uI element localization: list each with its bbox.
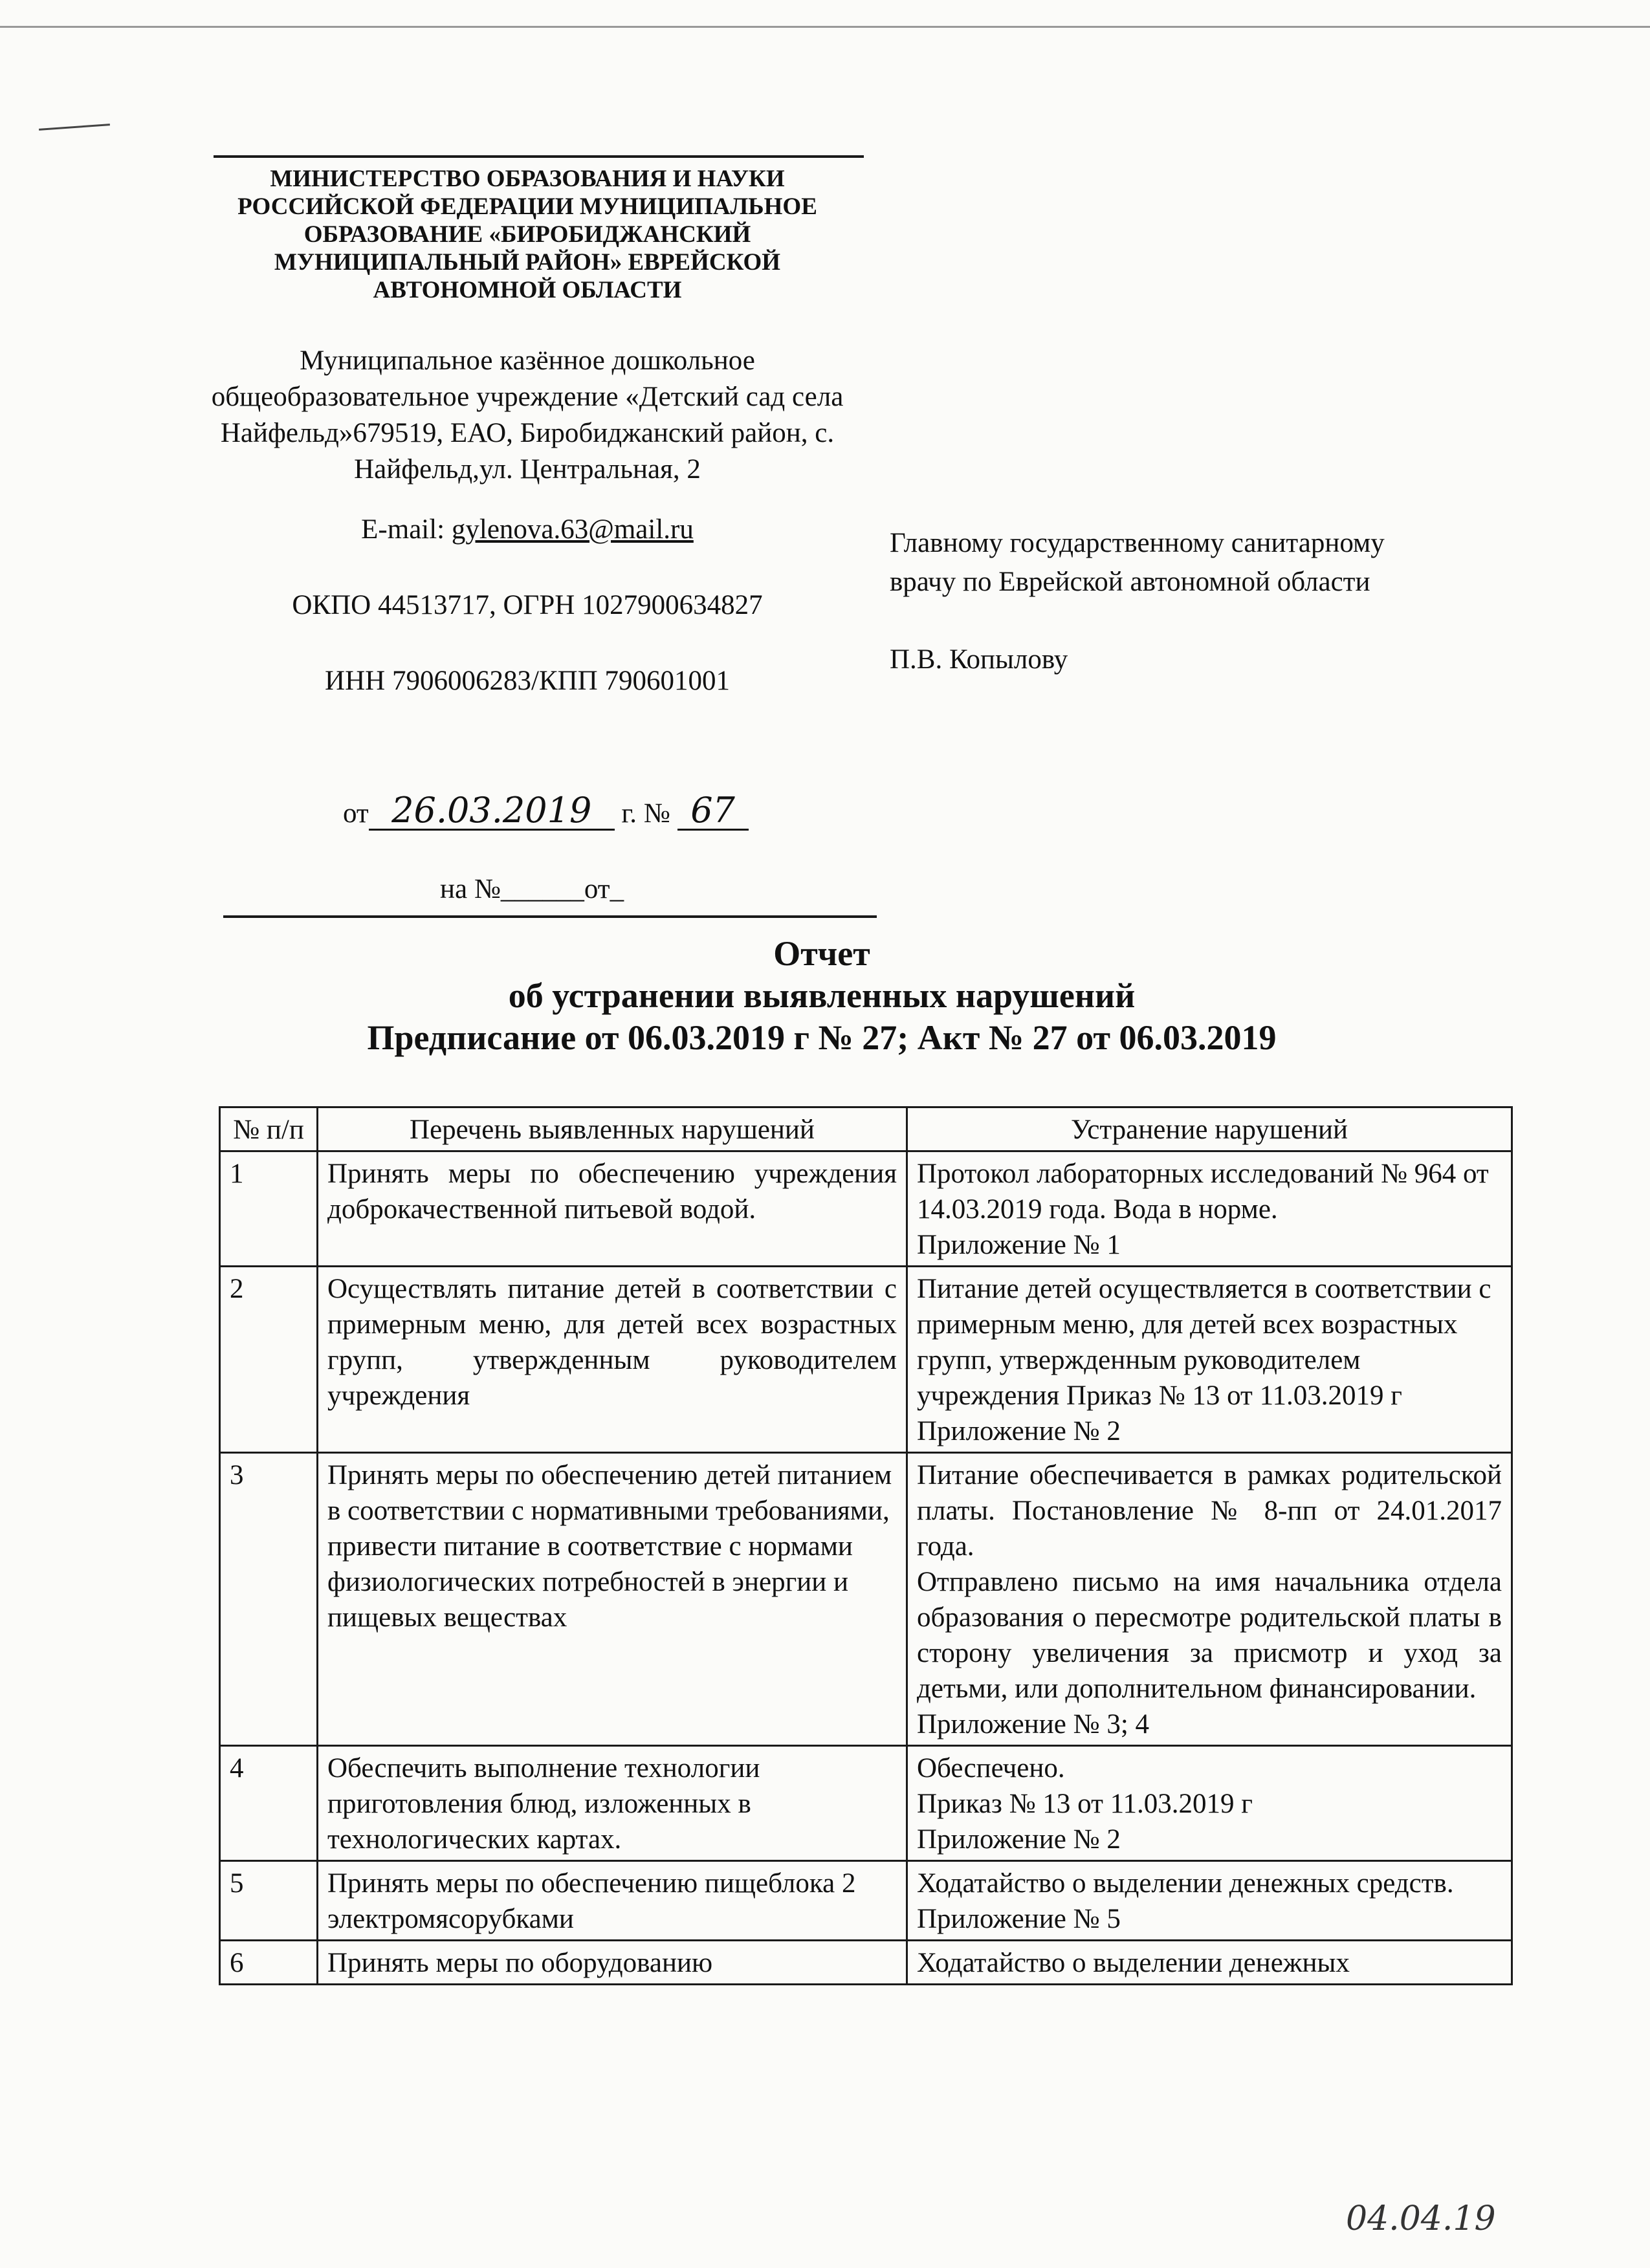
number-label: г. № <box>621 798 670 829</box>
scan-edge-line <box>0 26 1650 28</box>
row-number: 6 <box>220 1941 318 1985</box>
organization-name: Муниципальное казённое дошкольное общеобразовательное учреждение «Детский сад села Найфельд»679519, ЕАО, Биробиджанский район, с. Найфельд,ул. Центральная, 2 <box>211 345 844 485</box>
table-row <box>220 1151 1512 1267</box>
sender-block <box>194 165 861 697</box>
violations-table <box>219 1106 1513 1985</box>
table-row <box>220 1453 1512 1746</box>
header-remedies: Устранение нарушений <box>907 1107 1512 1151</box>
row-remedy: Питание детей осуществляется в соответствии с примерным меню, для детей всех возрастных групп, утвержденным руководителем учреждения Приказ № 13 от 11.03.2019 г Приложение № 2 <box>907 1267 1512 1453</box>
row-remedy: Питание обеспечивается в рамках родительской платы. Постановление № 8-пп от 24.01.2017 года. Отправлено письмо на имя начальника отдела образования о пересмотре родительской платы в сторону увеличения за присмотр и уход за детьми, или дополнительном финансировании. Приложение № 3; 4 <box>907 1453 1512 1746</box>
row-violation: Обеспечить выполнение технологии приготовления блюд, изложенных в технологических картах. <box>318 1746 907 1861</box>
title-line3: Предписание от 06.03.2019 г № 27; Акт № 27 от 06.03.2019 <box>367 1018 1277 1057</box>
date-prefix: от <box>343 798 369 829</box>
row-number: 2 <box>220 1267 318 1453</box>
row-number: 5 <box>220 1861 318 1941</box>
table-header-row <box>220 1107 1512 1151</box>
row-violation: Принять меры по обеспечению учреждения доброкачественной питьевой водой. <box>318 1151 907 1267</box>
outgoing-date-line <box>343 792 749 831</box>
addressee-name: П.В. Копылову <box>890 644 1068 675</box>
addressee-line1: Главному государственному санитарному <box>890 528 1385 558</box>
row-remedy: Ходатайство о выделении денежных <box>907 1941 1512 1985</box>
handwritten-date: 26.03.2019 <box>369 792 615 831</box>
title-line1: Отчет <box>773 934 870 973</box>
header-number: № п/п <box>220 1107 318 1151</box>
ministry-heading: МИНИСТЕРСТВО ОБРАЗОВАНИЯ И НАУКИ РОССИЙСКОЙ ФЕДЕРАЦИИ МУНИЦИПАЛЬНОЕ ОБРАЗОВАНИЕ «БИРОБИДЖАНСКИЙ МУНИЦИПАЛЬНЫЙ РАЙОН» ЕВРЕЙСКОЙ АВТОНОМНОЙ ОБЛАСТИ <box>237 166 817 303</box>
row-violation: Осуществлять питание детей в соответствии с примерным меню, для детей всех возрастных групп, утвержденным руководителем учреждения <box>318 1267 907 1453</box>
row-number: 4 <box>220 1746 318 1861</box>
handwritten-number: 67 <box>677 792 749 831</box>
header-violations: Перечень выявленных нарушений <box>318 1107 907 1151</box>
addressee-line2: врачу по Еврейской автономной области <box>890 567 1370 597</box>
footer-handwritten-mark: 04.04.19 <box>1346 2199 1496 2238</box>
table-row <box>220 1267 1512 1453</box>
header-top-rule <box>214 155 864 158</box>
row-remedy: Протокол лабораторных исследований № 964 от 14.03.2019 года. Вода в норме. Приложение № 1 <box>907 1151 1512 1267</box>
report-title <box>194 933 1449 1059</box>
okpo-ogrn: ОКПО 44513717, ОГРН 1027900634827 <box>292 590 763 620</box>
table-row <box>220 1941 1512 1985</box>
addressee-block <box>890 524 1511 679</box>
row-violation: Принять меры по оборудованию <box>318 1941 907 1985</box>
row-remedy: Обеспечено. Приказ № 13 от 11.03.2019 г Приложение № 2 <box>907 1746 1512 1861</box>
email-line <box>194 514 861 545</box>
email-label: E-mail: <box>361 514 445 545</box>
row-violation: Принять меры по обеспечению пищеблока 2 электромясорубками <box>318 1861 907 1941</box>
row-number: 1 <box>220 1151 318 1267</box>
title-line2: об устранении выявленных нарушений <box>508 976 1136 1015</box>
row-remedy: Ходатайство о выделении денежных средств. Приложение № 5 <box>907 1861 1512 1941</box>
row-number: 3 <box>220 1453 318 1746</box>
email-link[interactable]: gylenova.63@mail.ru <box>451 514 694 545</box>
inn-kpp: ИНН 7906006283/КПП 790601001 <box>325 666 730 696</box>
scan-mark <box>39 124 110 131</box>
reference-line: на №______от_ <box>440 874 624 904</box>
table-row <box>220 1746 1512 1861</box>
header-bottom-rule <box>223 915 877 918</box>
table-row <box>220 1861 1512 1941</box>
row-violation: Принять меры по обеспечению детей питанием в соответствии с нормативными требованиями, привести питание в соответствие с нормами физиологических потребностей в энергии и пищевых веществах <box>318 1453 907 1746</box>
